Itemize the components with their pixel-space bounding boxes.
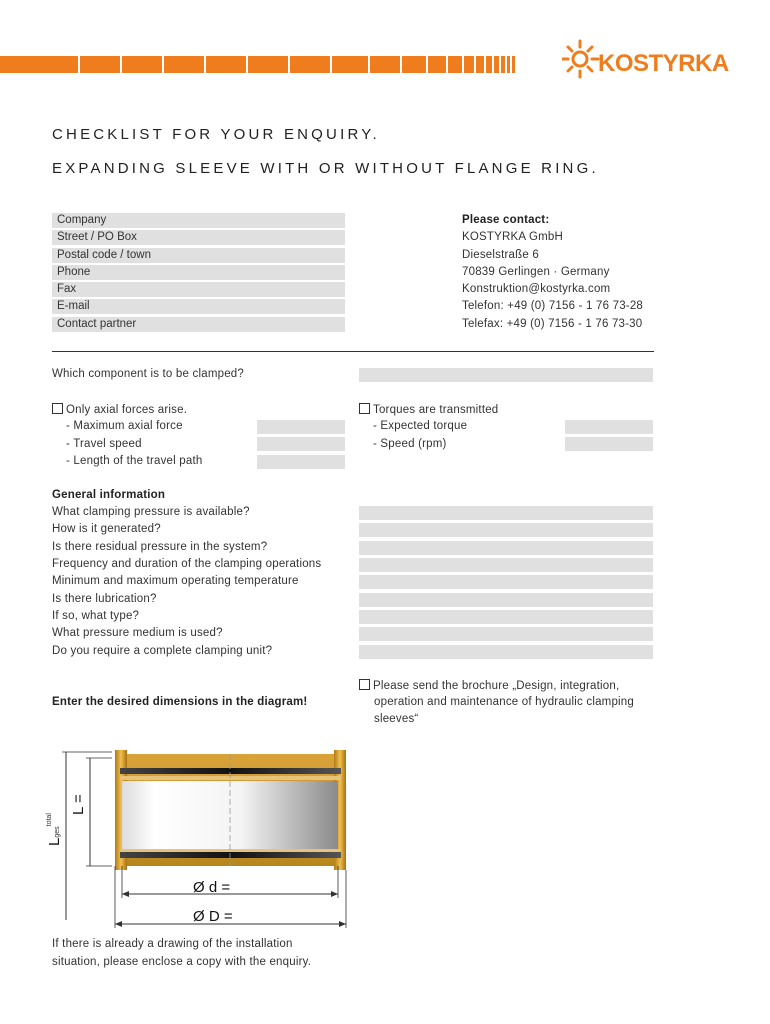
email-field[interactable]: E-mail: [52, 299, 345, 314]
kostyrka-logo: [562, 36, 740, 84]
sun-logo-icon: [562, 36, 602, 84]
header-stripe-gap: [515, 56, 517, 73]
outer-diameter-label[interactable]: Ø D =: [193, 908, 233, 925]
header-stripe-segment: [402, 56, 426, 73]
torque-label: Torques are transmitted: [373, 404, 499, 416]
header-stripe-segment: [476, 56, 484, 73]
general-answer-input[interactable]: [359, 523, 653, 537]
torque-checkbox[interactable]: [359, 403, 370, 414]
brochure-checkbox[interactable]: [359, 679, 370, 690]
header-stripe-segment: [248, 56, 288, 73]
general-heading: General information: [52, 489, 166, 501]
footer-line: situation, please enclose a copy with the enquiry.: [52, 956, 312, 968]
general-question: Frequency and duration of the clamping operations: [52, 558, 322, 570]
header-stripe-segment: [370, 56, 400, 73]
header-stripe-segment: [448, 56, 462, 73]
general-question: What clamping pressure is available?: [52, 506, 250, 518]
speed-input[interactable]: [565, 437, 653, 451]
general-answer-input[interactable]: [359, 610, 653, 624]
general-question: Is there lubrication?: [52, 593, 157, 605]
general-question: If so, what type?: [52, 610, 140, 622]
axial-option[interactable]: [52, 403, 187, 416]
travel-speed-input[interactable]: [257, 437, 345, 451]
travel-path-input[interactable]: [257, 455, 345, 469]
brochure-option[interactable]: [359, 679, 619, 692]
contact-company: KOSTYRKA GmbH: [462, 231, 564, 244]
axial-item: - Travel speed: [66, 438, 142, 450]
sleeve-diagram: [50, 748, 360, 934]
contact-partner-field[interactable]: Contact partner: [52, 317, 345, 332]
diagram-prompt: Enter the desired dimensions in the diagram!: [52, 696, 308, 708]
component-question: Which component is to be clamped?: [52, 368, 244, 380]
header-stripe-segment: [80, 56, 120, 73]
inner-diameter-label[interactable]: Ø d =: [193, 879, 231, 896]
length-label[interactable]: L =: [70, 794, 87, 815]
header-stripe-segment: [332, 56, 368, 73]
brand-name: KOSTYRKA: [598, 50, 729, 77]
divider: [52, 351, 654, 352]
general-answer-input[interactable]: [359, 541, 653, 555]
page-subtitle: EXPANDING SLEEVE WITH OR WITHOUT FLANGE RING.: [52, 160, 599, 177]
contact-block: [462, 212, 643, 333]
general-question: Minimum and maximum operating temperature: [52, 575, 299, 587]
street-field[interactable]: Street / PO Box: [52, 230, 345, 245]
footer-line: If there is already a drawing of the installation: [52, 938, 293, 950]
general-answer-input[interactable]: [359, 558, 653, 572]
general-answer-input[interactable]: [359, 575, 653, 589]
contact-email[interactable]: Konstruktion@kostyrka.com: [462, 283, 611, 296]
fax-field[interactable]: Fax: [52, 282, 345, 297]
header-stripe-segment: [206, 56, 246, 73]
header-stripe-segment: [164, 56, 204, 73]
torque-item: - Speed (rpm): [373, 438, 447, 450]
torque-option[interactable]: [359, 403, 498, 416]
total-length-sup: total: [46, 813, 53, 827]
phone-field[interactable]: Phone: [52, 265, 345, 280]
header-stripe-segment: [0, 56, 78, 73]
general-question: Do you require a complete clamping unit?: [52, 645, 273, 657]
postal-field[interactable]: Postal code / town: [52, 248, 345, 263]
total-length-L: L: [46, 837, 63, 846]
brochure-line3: sleeves“: [374, 713, 419, 725]
brochure-line2: operation and maintenance of hydraulic clamping: [374, 696, 635, 708]
general-answer-input[interactable]: [359, 593, 653, 607]
general-answer-input[interactable]: [359, 627, 653, 641]
header-stripe-segment: [122, 56, 162, 73]
contact-city: 70839 Gerlingen · Germany: [462, 265, 610, 278]
axial-label: Only axial forces arise.: [66, 404, 188, 416]
company-field[interactable]: Company: [52, 213, 345, 228]
contact-street: Dieselstraße 6: [462, 248, 539, 261]
header-stripe-segment: [428, 56, 446, 73]
general-question: Is there residual pressure in the system?: [52, 541, 268, 553]
max-axial-force-input[interactable]: [257, 420, 345, 434]
component-input[interactable]: [359, 368, 653, 382]
contact-phone: Telefon: +49 (0) 7156 - 1 76 73-28: [462, 300, 644, 313]
contact-heading: Please contact:: [462, 214, 550, 226]
header-stripe-segment: [464, 56, 474, 73]
axial-item: - Maximum axial force: [66, 420, 183, 432]
page-title: CHECKLIST FOR YOUR ENQUIRY.: [52, 126, 380, 143]
axial-item: - Length of the travel path: [66, 455, 203, 467]
header-stripe-segment: [290, 56, 330, 73]
general-answer-input[interactable]: [359, 645, 653, 659]
general-answer-input[interactable]: [359, 506, 653, 520]
header-stripe: [0, 56, 527, 73]
total-length-label[interactable]: [46, 813, 64, 846]
total-length-sub: ges: [54, 826, 61, 838]
brochure-line1: Please send the brochure „Design, integration,: [373, 680, 620, 692]
expected-torque-input[interactable]: [565, 420, 653, 434]
torque-item: - Expected torque: [373, 420, 468, 432]
general-question: What pressure medium is used?: [52, 627, 223, 639]
general-question: How is it generated?: [52, 523, 161, 535]
axial-checkbox[interactable]: [52, 403, 63, 414]
contact-fax: Telefax: +49 (0) 7156 - 1 76 73-30: [462, 317, 643, 330]
